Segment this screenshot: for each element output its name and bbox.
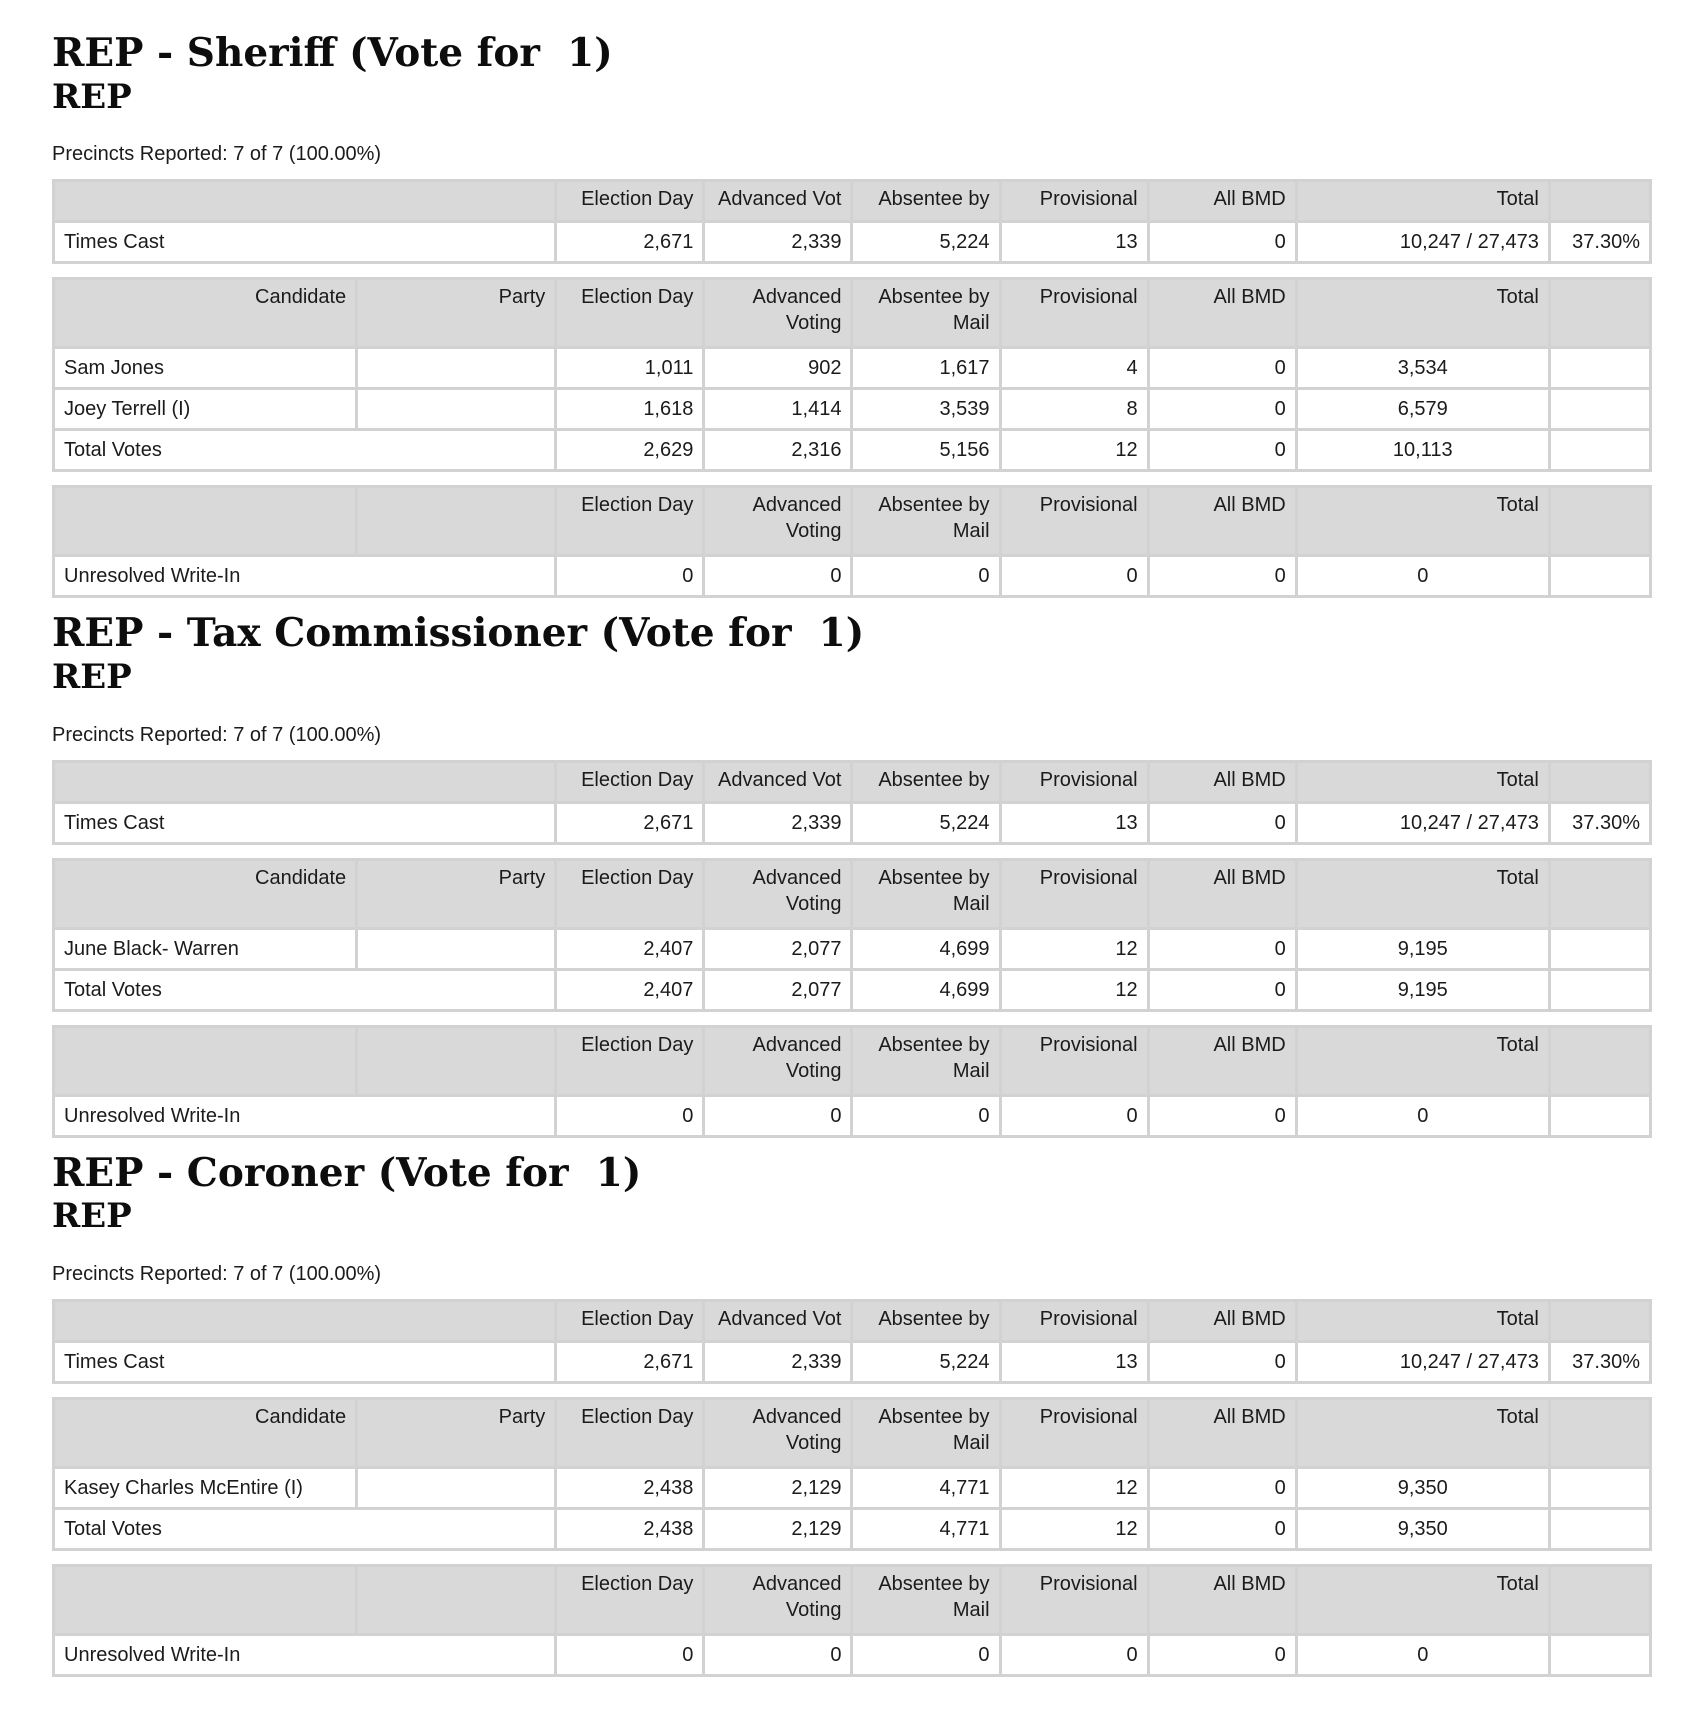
contest-section bbox=[52, 1149, 1652, 1677]
empty-percent-header-cell bbox=[1551, 1028, 1649, 1094]
times-cast-row bbox=[55, 223, 1649, 261]
table-header-row bbox=[55, 1400, 1649, 1466]
times-cast-row bbox=[55, 1343, 1649, 1381]
table-header-row bbox=[55, 1567, 1649, 1633]
empty-header-cell bbox=[358, 1567, 554, 1633]
column-header-total: Total bbox=[1298, 763, 1548, 801]
candidate-row bbox=[55, 349, 1649, 387]
vote-count: 2,407 bbox=[557, 930, 702, 968]
vote-count: 0 bbox=[1150, 390, 1295, 428]
vote-count: 12 bbox=[1002, 1469, 1147, 1507]
vote-count: 13 bbox=[1002, 1343, 1147, 1381]
empty-header-cell bbox=[55, 763, 554, 801]
column-header-election-day: Election Day bbox=[557, 1567, 702, 1633]
total-count: 0 bbox=[1298, 1636, 1548, 1674]
empty-percent-header-cell bbox=[1551, 1567, 1649, 1633]
write-in-table bbox=[52, 485, 1652, 598]
vote-count: 2,629 bbox=[557, 431, 702, 469]
total-count: 10,247 / 27,473 bbox=[1298, 223, 1548, 261]
vote-count: 2,129 bbox=[705, 1510, 850, 1548]
column-header-candidate: Candidate bbox=[55, 1400, 355, 1466]
row-label: Times Cast bbox=[55, 804, 554, 842]
column-header-total: Total bbox=[1298, 488, 1548, 554]
total-count: 0 bbox=[1298, 557, 1548, 595]
column-header-absentee-by-mail: Absentee by Mail bbox=[853, 1400, 998, 1466]
vote-count: 2,671 bbox=[557, 804, 702, 842]
turnout-percentage: 37.30% bbox=[1551, 1343, 1649, 1381]
vote-count: 2,339 bbox=[705, 223, 850, 261]
contest-section bbox=[52, 612, 1652, 1137]
candidate-row bbox=[55, 930, 1649, 968]
column-header-advanced-voting: Advanced Voting bbox=[705, 1567, 850, 1633]
precincts-reported: Precincts Reported: 7 of 7 (100.00%) bbox=[52, 1262, 382, 1285]
times-cast-table bbox=[52, 179, 1652, 264]
empty-percent-cell bbox=[1551, 431, 1649, 469]
column-header-party: Party bbox=[358, 861, 554, 927]
vote-count: 0 bbox=[853, 557, 998, 595]
vote-count: 0 bbox=[705, 557, 850, 595]
table-header-row bbox=[55, 763, 1649, 801]
column-header-total: Total bbox=[1298, 280, 1548, 346]
vote-count: 1,618 bbox=[557, 390, 702, 428]
vote-count: 5,224 bbox=[853, 223, 998, 261]
column-header-total: Total bbox=[1298, 861, 1548, 927]
vote-count: 0 bbox=[1150, 1636, 1295, 1674]
candidate-party bbox=[358, 390, 554, 428]
vote-count: 0 bbox=[1002, 1636, 1147, 1674]
column-header-absentee-by-mail: Absentee by Mail bbox=[853, 861, 998, 927]
column-header-absentee-by-mail: Absentee by Mail bbox=[853, 1028, 998, 1094]
vote-count: 4,699 bbox=[853, 930, 998, 968]
empty-percent-cell bbox=[1551, 930, 1649, 968]
column-header-provisional: Provisional bbox=[1002, 763, 1147, 801]
row-label: Unresolved Write-In bbox=[55, 557, 554, 595]
column-header-provisional: Provisional bbox=[1002, 1400, 1147, 1466]
empty-percent-header-cell bbox=[1551, 763, 1649, 801]
column-header-provisional: Provisional bbox=[1002, 280, 1147, 346]
column-header-absentee-by-mail: Absentee by bbox=[853, 763, 998, 801]
column-header-absentee-by-mail: Absentee by Mail bbox=[853, 280, 998, 346]
column-header-election-day: Election Day bbox=[557, 861, 702, 927]
vote-count: 5,224 bbox=[853, 1343, 998, 1381]
vote-count: 2,438 bbox=[557, 1469, 702, 1507]
vote-count: 0 bbox=[1150, 557, 1295, 595]
column-header-election-day: Election Day bbox=[557, 1028, 702, 1094]
column-header-advanced-voting: Advanced Vot bbox=[705, 763, 850, 801]
total-count: 10,113 bbox=[1298, 431, 1548, 469]
vote-count: 2,671 bbox=[557, 223, 702, 261]
candidate-party bbox=[358, 1469, 554, 1507]
vote-count: 12 bbox=[1002, 971, 1147, 1009]
total-count: 9,350 bbox=[1298, 1469, 1548, 1507]
contest-title: REP - Sheriff (Vote for 1) bbox=[52, 30, 613, 76]
vote-count: 0 bbox=[1150, 971, 1295, 1009]
column-header-absentee-by-mail: Absentee by bbox=[853, 1302, 998, 1340]
column-header-total: Total bbox=[1298, 1302, 1548, 1340]
vote-count: 1,011 bbox=[557, 349, 702, 387]
row-label: Unresolved Write-In bbox=[55, 1636, 554, 1674]
empty-percent-header-cell bbox=[1551, 182, 1649, 220]
turnout-percentage: 37.30% bbox=[1551, 804, 1649, 842]
column-header-advanced-voting: Advanced Voting bbox=[705, 861, 850, 927]
column-header-all-bmd: All BMD bbox=[1150, 182, 1295, 220]
empty-header-cell bbox=[55, 1028, 355, 1094]
empty-percent-header-cell bbox=[1551, 1302, 1649, 1340]
vote-count: 1,617 bbox=[853, 349, 998, 387]
empty-header-cell bbox=[55, 1567, 355, 1633]
vote-count: 0 bbox=[557, 1097, 702, 1135]
row-label: Total Votes bbox=[55, 431, 554, 469]
vote-count: 3,539 bbox=[853, 390, 998, 428]
vote-count: 5,224 bbox=[853, 804, 998, 842]
empty-percent-header-cell bbox=[1551, 861, 1649, 927]
column-header-all-bmd: All BMD bbox=[1150, 861, 1295, 927]
total-count: 3,534 bbox=[1298, 349, 1548, 387]
total-count: 10,247 / 27,473 bbox=[1298, 804, 1548, 842]
write-in-row bbox=[55, 1636, 1649, 1674]
write-in-row bbox=[55, 1097, 1649, 1135]
write-in-row bbox=[55, 557, 1649, 595]
candidate-row bbox=[55, 1469, 1649, 1507]
column-header-candidate: Candidate bbox=[55, 861, 355, 927]
column-header-advanced-voting: Advanced Voting bbox=[705, 280, 850, 346]
vote-count: 0 bbox=[1150, 1097, 1295, 1135]
column-header-provisional: Provisional bbox=[1002, 1028, 1147, 1094]
column-header-all-bmd: All BMD bbox=[1150, 488, 1295, 554]
vote-count: 2,077 bbox=[705, 971, 850, 1009]
empty-percent-cell bbox=[1551, 1510, 1649, 1548]
precincts-reported: Precincts Reported: 7 of 7 (100.00%) bbox=[52, 143, 382, 166]
vote-count: 13 bbox=[1002, 804, 1147, 842]
empty-percent-cell bbox=[1551, 1469, 1649, 1507]
row-label: Times Cast bbox=[55, 1343, 554, 1381]
total-count: 9,195 bbox=[1298, 971, 1548, 1009]
column-header-party: Party bbox=[358, 280, 554, 346]
table-header-row bbox=[55, 861, 1649, 927]
vote-count: 4 bbox=[1002, 349, 1147, 387]
table-header-row bbox=[55, 182, 1649, 220]
column-header-election-day: Election Day bbox=[557, 488, 702, 554]
empty-header-cell bbox=[55, 488, 355, 554]
empty-percent-cell bbox=[1551, 1097, 1649, 1135]
vote-count: 4,771 bbox=[853, 1510, 998, 1548]
vote-count: 0 bbox=[853, 1097, 998, 1135]
column-header-total: Total bbox=[1298, 1400, 1548, 1466]
total-count: 6,579 bbox=[1298, 390, 1548, 428]
vote-count: 0 bbox=[1002, 557, 1147, 595]
total-count: 9,350 bbox=[1298, 1510, 1548, 1548]
column-header-total: Total bbox=[1298, 182, 1548, 220]
write-in-table bbox=[52, 1564, 1652, 1677]
total-votes-row bbox=[55, 971, 1649, 1009]
empty-header-cell bbox=[358, 1028, 554, 1094]
vote-count: 2,407 bbox=[557, 971, 702, 1009]
vote-count: 0 bbox=[705, 1636, 850, 1674]
vote-count: 12 bbox=[1002, 1510, 1147, 1548]
vote-count: 2,077 bbox=[705, 930, 850, 968]
vote-count: 902 bbox=[705, 349, 850, 387]
vote-count: 2,129 bbox=[705, 1469, 850, 1507]
column-header-all-bmd: All BMD bbox=[1150, 280, 1295, 346]
contest-party-subtitle: REP bbox=[52, 1196, 132, 1237]
table-header-row bbox=[55, 280, 1649, 346]
column-header-provisional: Provisional bbox=[1002, 182, 1147, 220]
times-cast-row bbox=[55, 804, 1649, 842]
vote-count: 0 bbox=[1002, 1097, 1147, 1135]
column-header-all-bmd: All BMD bbox=[1150, 1400, 1295, 1466]
candidates-table bbox=[52, 277, 1652, 472]
column-header-candidate: Candidate bbox=[55, 280, 355, 346]
column-header-provisional: Provisional bbox=[1002, 1567, 1147, 1633]
candidate-party bbox=[358, 349, 554, 387]
vote-count: 2,316 bbox=[705, 431, 850, 469]
vote-count: 2,671 bbox=[557, 1343, 702, 1381]
column-header-election-day: Election Day bbox=[557, 182, 702, 220]
vote-count: 4,699 bbox=[853, 971, 998, 1009]
candidate-name: Joey Terrell (I) bbox=[55, 390, 355, 428]
vote-count: 5,156 bbox=[853, 431, 998, 469]
contest-party-subtitle: REP bbox=[52, 76, 132, 117]
vote-count: 2,438 bbox=[557, 1510, 702, 1548]
vote-count: 0 bbox=[1150, 804, 1295, 842]
column-header-absentee-by-mail: Absentee by Mail bbox=[853, 1567, 998, 1633]
vote-count: 0 bbox=[1150, 1510, 1295, 1548]
vote-count: 13 bbox=[1002, 223, 1147, 261]
empty-percent-header-cell bbox=[1551, 488, 1649, 554]
empty-percent-cell bbox=[1551, 1636, 1649, 1674]
times-cast-table bbox=[52, 760, 1652, 845]
times-cast-table bbox=[52, 1299, 1652, 1384]
column-header-all-bmd: All BMD bbox=[1150, 763, 1295, 801]
write-in-table bbox=[52, 1025, 1652, 1138]
vote-count: 0 bbox=[1150, 1469, 1295, 1507]
contest-party-subtitle: REP bbox=[52, 657, 132, 698]
candidates-table bbox=[52, 858, 1652, 1012]
table-header-row bbox=[55, 488, 1649, 554]
column-header-election-day: Election Day bbox=[557, 1302, 702, 1340]
column-header-advanced-voting: Advanced Voting bbox=[705, 1028, 850, 1094]
candidate-row bbox=[55, 390, 1649, 428]
total-count: 9,195 bbox=[1298, 930, 1548, 968]
vote-count: 0 bbox=[705, 1097, 850, 1135]
vote-count: 0 bbox=[557, 557, 702, 595]
contest-title: REP - Tax Commissioner (Vote for 1) bbox=[52, 610, 865, 657]
empty-header-cell bbox=[55, 1302, 554, 1340]
empty-percent-cell bbox=[1551, 349, 1649, 387]
vote-count: 0 bbox=[1150, 930, 1295, 968]
column-header-total: Total bbox=[1298, 1567, 1548, 1633]
total-votes-row bbox=[55, 431, 1649, 469]
vote-count: 0 bbox=[1150, 1343, 1295, 1381]
column-header-provisional: Provisional bbox=[1002, 861, 1147, 927]
contest-title: REP - Coroner (Vote for 1) bbox=[52, 1149, 642, 1196]
vote-count: 0 bbox=[1150, 349, 1295, 387]
column-header-advanced-voting: Advanced Vot bbox=[705, 182, 850, 220]
column-header-provisional: Provisional bbox=[1002, 488, 1147, 554]
total-count: 0 bbox=[1298, 1097, 1548, 1135]
candidate-name: June Black- Warren bbox=[55, 930, 355, 968]
column-header-advanced-voting: Advanced Vot bbox=[705, 1302, 850, 1340]
row-label: Total Votes bbox=[55, 1510, 554, 1548]
column-header-absentee-by-mail: Absentee by Mail bbox=[853, 488, 998, 554]
row-label: Unresolved Write-In bbox=[55, 1097, 554, 1135]
column-header-party: Party bbox=[358, 1400, 554, 1466]
candidates-table bbox=[52, 1397, 1652, 1551]
column-header-advanced-voting: Advanced Voting bbox=[705, 488, 850, 554]
empty-percent-cell bbox=[1551, 971, 1649, 1009]
column-header-election-day: Election Day bbox=[557, 1400, 702, 1466]
vote-count: 2,339 bbox=[705, 804, 850, 842]
total-count: 10,247 / 27,473 bbox=[1298, 1343, 1548, 1381]
table-header-row bbox=[55, 1028, 1649, 1094]
vote-count: 8 bbox=[1002, 390, 1147, 428]
candidate-party bbox=[358, 930, 554, 968]
empty-percent-cell bbox=[1551, 390, 1649, 428]
empty-percent-header-cell bbox=[1551, 280, 1649, 346]
empty-header-cell bbox=[55, 182, 554, 220]
vote-count: 2,339 bbox=[705, 1343, 850, 1381]
vote-count: 0 bbox=[853, 1636, 998, 1674]
column-header-election-day: Election Day bbox=[557, 280, 702, 346]
row-label: Total Votes bbox=[55, 971, 554, 1009]
candidate-name: Kasey Charles McEntire (I) bbox=[55, 1469, 355, 1507]
row-label: Times Cast bbox=[55, 223, 554, 261]
vote-count: 0 bbox=[1150, 431, 1295, 469]
total-votes-row bbox=[55, 1510, 1649, 1548]
column-header-provisional: Provisional bbox=[1002, 1302, 1147, 1340]
table-header-row bbox=[55, 1302, 1649, 1340]
column-header-all-bmd: All BMD bbox=[1150, 1567, 1295, 1633]
vote-count: 4,771 bbox=[853, 1469, 998, 1507]
empty-header-cell bbox=[358, 488, 554, 554]
column-header-all-bmd: All BMD bbox=[1150, 1302, 1295, 1340]
vote-count: 0 bbox=[557, 1636, 702, 1674]
column-header-absentee-by-mail: Absentee by bbox=[853, 182, 998, 220]
vote-count: 1,414 bbox=[705, 390, 850, 428]
column-header-election-day: Election Day bbox=[557, 763, 702, 801]
vote-count: 12 bbox=[1002, 930, 1147, 968]
column-header-advanced-voting: Advanced Voting bbox=[705, 1400, 850, 1466]
vote-count: 12 bbox=[1002, 431, 1147, 469]
column-header-total: Total bbox=[1298, 1028, 1548, 1094]
candidate-name: Sam Jones bbox=[55, 349, 355, 387]
empty-percent-header-cell bbox=[1551, 1400, 1649, 1466]
contest-section bbox=[52, 32, 1652, 598]
vote-count: 0 bbox=[1150, 223, 1295, 261]
empty-percent-cell bbox=[1551, 557, 1649, 595]
turnout-percentage: 37.30% bbox=[1551, 223, 1649, 261]
precincts-reported: Precincts Reported: 7 of 7 (100.00%) bbox=[52, 723, 382, 746]
column-header-all-bmd: All BMD bbox=[1150, 1028, 1295, 1094]
